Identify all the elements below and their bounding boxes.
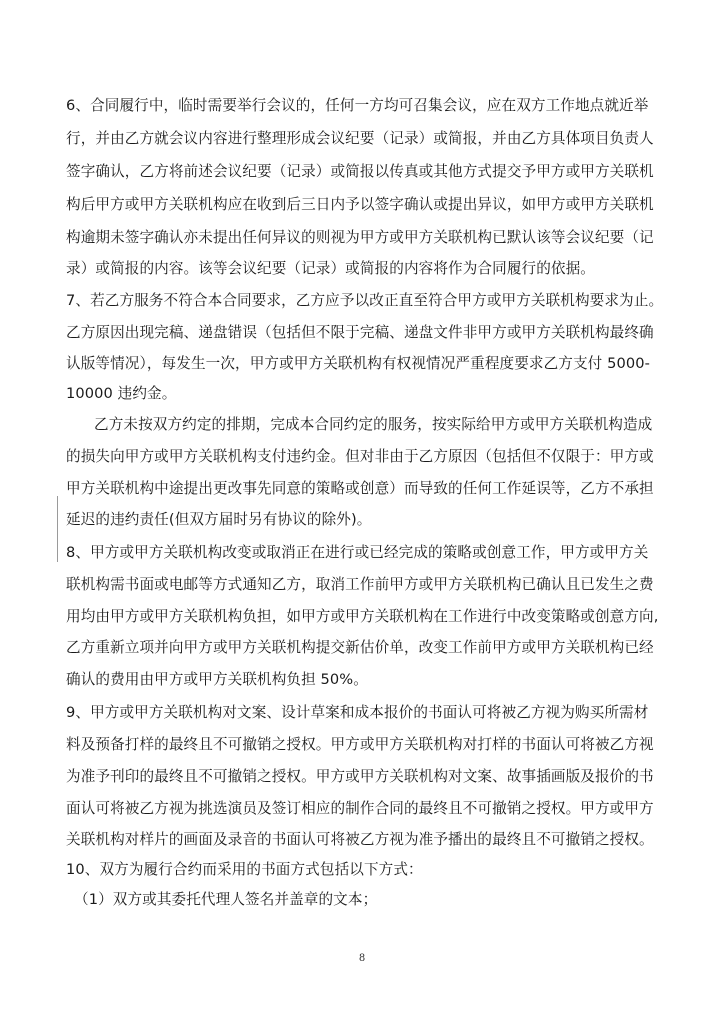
text-line: 9、甲方或甲方关联机构对文案、设计草案和成本报价的书面认可将被乙方视为购买所需材 [66,704,649,721]
text-line: 6、合同履行中，临时需要举行会议的，任何一方均可召集会议，应在双方工作地点就近举 [66,97,649,114]
text-line: 8、甲方或甲方关联机构改变或取消正在进行或已经完成的策略或创意工作，甲方或甲方关 [66,544,649,561]
text-line: 的损失向甲方或甲方关联机构支付违约金。但对非由于乙方原因（包括但不仅限于：甲方或 [66,448,654,465]
text-line: 面认可将被乙方视为挑选演员及签订相应的制作合同的最终且不可撤销之授权。甲方或甲方 [66,800,654,817]
margin-change-bar [57,496,58,562]
text-line: 行，并由乙方就会议内容进行整理形成会议纪要（记录）或简报，并由乙方具体项目负责人 [66,130,654,147]
text-line: 10、双方为履行合约而采用的书面方式包括以下方式： [66,861,423,878]
text-line: 关联机构对样片的画面及录音的书面认可将被乙方视为准予播出的最终且不可撤销之授权。 [66,831,654,848]
text-line: 签字确认，乙方将前述会议纪要（记录）或简报以传真或其他方式提交予甲方或甲方关联机 [66,163,654,180]
text-line: 认版等情况），每发生一次，甲方或甲方关联机构有权视情况严重程度要求乙方支付 5000- [66,355,651,372]
text-line: 7、若乙方服务不符合本合同要求，乙方应予以改正直至符合甲方或甲方关联机构要求为止。 [66,292,664,309]
text-line: 延迟的违约责任(但双方届时另有协议的除外)。 [66,511,372,528]
text-line: 联机构需书面或电邮等方式通知乙方，取消工作前甲方或甲方关联机构已确认且已发生之费 [66,576,654,593]
text-line: 构逾期未签字确认亦未提出任何异议的则视为甲方或甲方关联机构已默认该等会议纪要（记 [66,229,654,246]
text-line: （1）双方或其委托代理人签名并盖章的文本； [74,891,378,908]
text-line: 乙方未按双方约定的排期，完成本合同约定的服务，按实际给甲方或甲方关联机构造成 [94,416,653,433]
page-number: 8 [358,953,366,964]
text-line: 乙方原因出现完稿、递盘错误（包括但不限于完稿、递盘文件非甲方或甲方关联机构最终确 [66,324,654,341]
text-line: 料及预备打样的最终且不可撤销之授权。甲方或甲方关联机构对打样的书面认可将被乙方视 [66,736,654,753]
text-line: 10000 违约金。 [66,385,177,402]
text-line: 构后甲方或甲方关联机构应在收到后三日内予以签字确认或提出异议，如甲方或甲方关联机 [66,196,654,213]
text-line: 甲方关联机构中途提出更改事先同意的策略或创意）而导致的任何工作延误等，乙方不承担 [66,480,654,497]
text-line: 确认的费用由甲方或甲方关联机构负担 50%。 [66,671,368,688]
text-line: 乙方重新立项并向甲方或甲方关联机构提交新估价单，改变工作前甲方或甲方关联机构已经 [66,639,654,656]
text-line: 用均由甲方或甲方关联机构负担，如甲方或甲方关联机构在工作进行中改变策略或创意方向, [66,608,659,625]
text-line: 录）或简报的内容。该等会议纪要（记录）或简报的内容将作为合同履行的依据。 [66,260,595,277]
text-line: 为准予刊印的最终且不可撤销之授权。甲方或甲方关联机构对文案、故事插画版及报价的书 [66,768,654,785]
